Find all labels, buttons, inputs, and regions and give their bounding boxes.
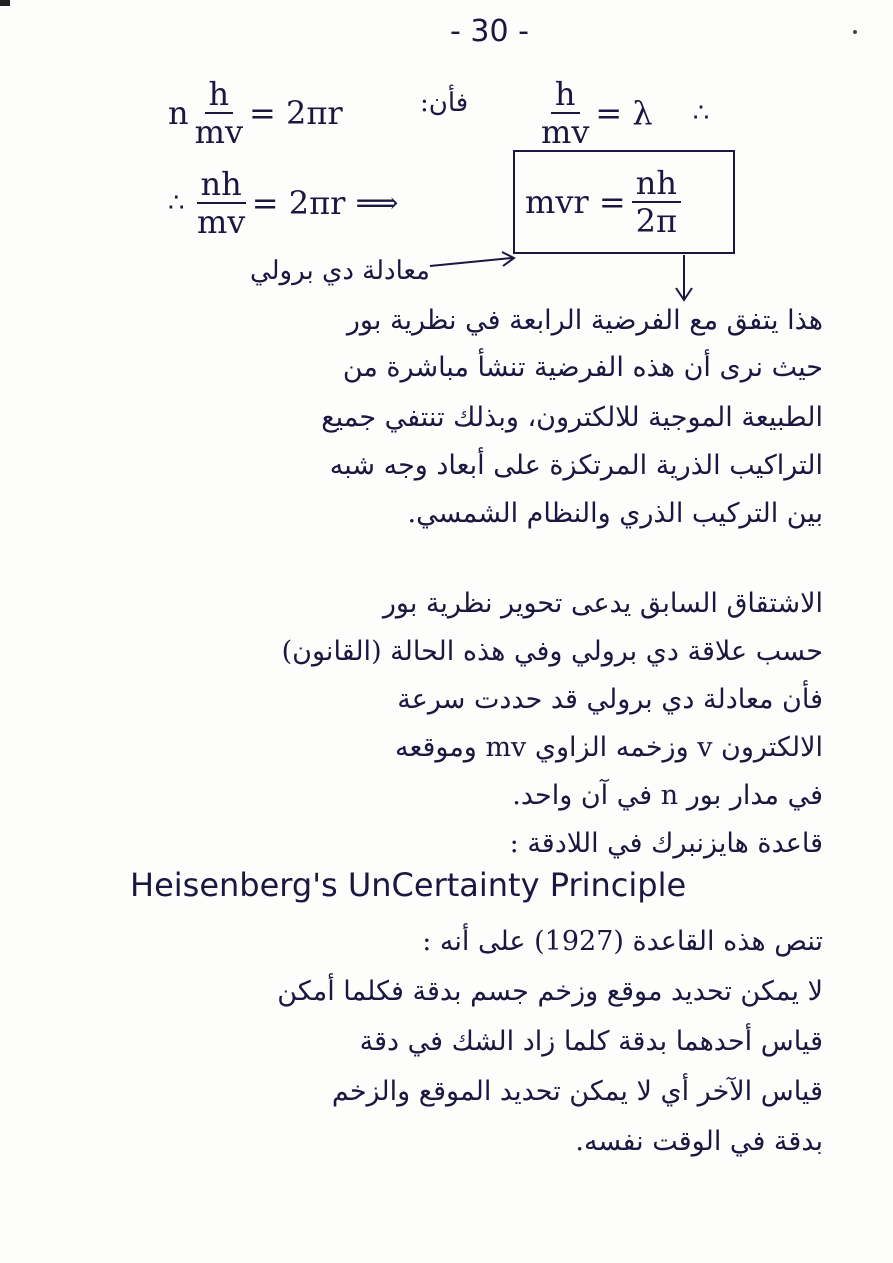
eq1r-rhs: = λ (595, 94, 653, 132)
paragraph1-line-5: بين التركيب الذري والنظام الشمسي. (407, 498, 823, 529)
paragraph2-line-5: في مدار بور n في آن واحد. (512, 780, 823, 811)
eq2-rhs: = 2πr (251, 184, 346, 222)
eq1-prefix: n (168, 94, 189, 132)
annotation-arrows (0, 0, 893, 330)
eq1-denominator: mv (194, 113, 244, 151)
paragraph1-line-4: التراكيب الذرية المرتكزة على أبعاد وجه شبه (329, 450, 823, 481)
implies-arrow: ⟹ (355, 185, 399, 221)
boxed-denominator: 2π (635, 202, 677, 240)
section-title-ar: قاعدة هايزنبرك في اللادقة : (509, 828, 823, 859)
paragraph3-line-1: تنص هذه القاعدة (1927) على أنه : (422, 926, 823, 957)
paragraph1-line-1: هذا يتفق مع الفرضية الرابعة في نظرية بور (346, 305, 823, 336)
paragraph2-line-2: حسب علاقة دي برولي وفي هذه الحالة (القانون) (281, 636, 823, 667)
eq1r-numerator: h (551, 78, 580, 114)
paragraph3-line-4: قياس الآخر أي لا يمكن تحديد الموقع والزخم (331, 1076, 823, 1107)
paragraph2-line-1: الاشتقاق السابق يدعى تحوير نظرية بور (382, 588, 823, 619)
eq1-numerator: h (205, 78, 234, 114)
paragraph2-line-3: فأن معادلة دي برولي قد حددت سرعة (397, 684, 823, 715)
boxed-numerator: nh (632, 167, 681, 203)
paragraph2-line-4: الالكترون v وزخمه الزاوي mv وموقعه (394, 732, 823, 763)
paragraph3-line-3: قياس أحدهما بدقة كلما زاد الشك في دقة (359, 1026, 823, 1057)
paragraph1-line-3: الطبيعة الموجية للالكترون، وبذلك تنتفي جميع (321, 402, 823, 433)
eq1-connector: فأن: (420, 88, 469, 118)
eq2-numerator: nh (197, 168, 246, 204)
paragraph3-line-2: لا يمكن تحديد موقع وزخم جسم بدقة فكلما أمكن (277, 976, 823, 1007)
paragraph3-line-5: بدقة في الوقت نفسه. (575, 1126, 823, 1157)
paragraph1-line-2: حيث نرى أن هذه الفرضية تنشأ مباشرة من (342, 352, 823, 383)
page-number: - 30 - (450, 14, 529, 49)
boxed-lhs: mvr = (525, 183, 626, 221)
section-title-en: Heisenberg's UnCertainty Principle (130, 866, 687, 904)
eq1-rhs: = 2πr (249, 94, 343, 132)
label-arrow-line (430, 258, 512, 266)
eq2-denominator: mv (196, 203, 246, 241)
eq1r-denominator: mv (541, 113, 590, 151)
box-label: معادلة دي برولي (249, 256, 430, 286)
therefore-symbol-2: ∴ (168, 188, 183, 218)
therefore-symbol-1: ∴ (692, 98, 708, 128)
